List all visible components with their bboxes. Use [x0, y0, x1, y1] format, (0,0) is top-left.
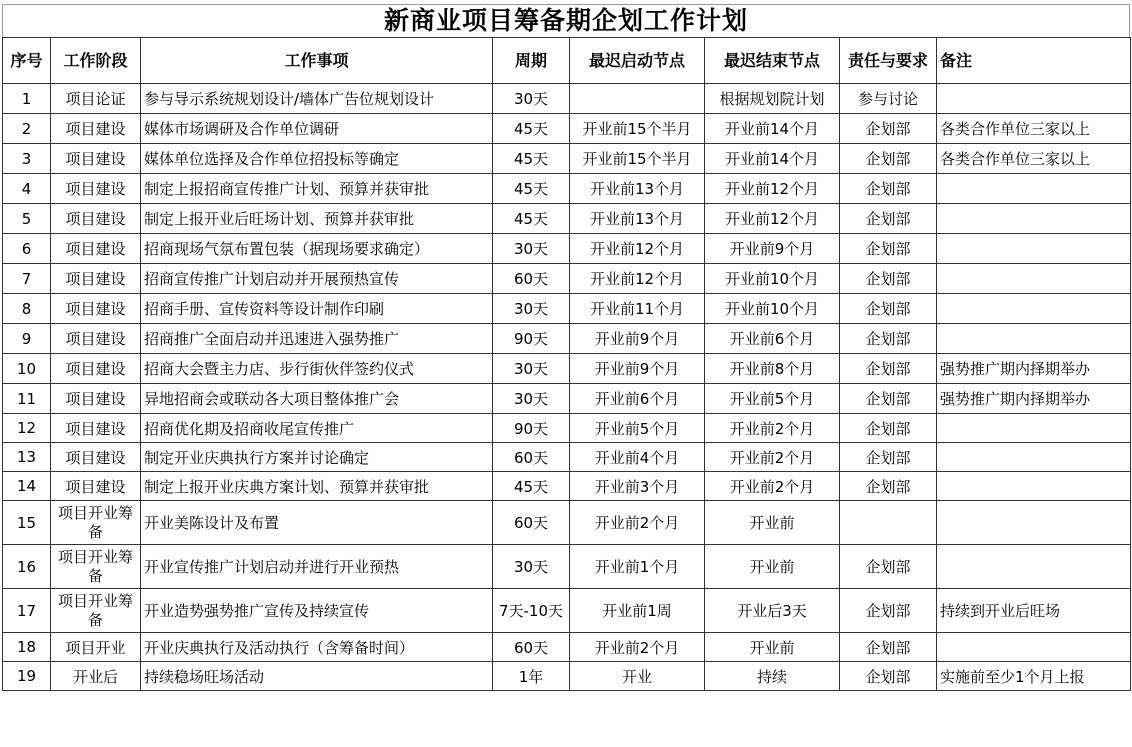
- cell-note[interactable]: 强势推广期内择期举办: [937, 384, 1131, 414]
- sheet-title: 新商业项目筹备期企划工作计划: [2, 4, 1130, 37]
- cell-task[interactable]: 招商宣传推广计划启动并开展预热宣传: [141, 264, 493, 294]
- cell-owner[interactable]: 企划部: [840, 204, 937, 234]
- cell-task[interactable]: 异地招商会或联动各大项目整体推广会: [141, 384, 493, 414]
- cell-task[interactable]: 媒体单位选择及合作单位招投标等确定: [141, 144, 493, 174]
- cell-owner[interactable]: 企划部: [840, 662, 937, 691]
- table-row[interactable]: [3, 633, 1131, 662]
- cell-end[interactable]: 开业前6个月: [705, 324, 840, 354]
- cell-task[interactable]: 参与导示系统规划设计/墙体广告位规划设计: [141, 84, 493, 114]
- cell-note[interactable]: [937, 264, 1131, 294]
- cell-end[interactable]: 持续: [705, 662, 840, 691]
- cell-note[interactable]: 强势推广期内择期举办: [937, 354, 1131, 384]
- cell-period[interactable]: 90天: [493, 324, 570, 354]
- cell-note[interactable]: 各类合作单位三家以上: [937, 114, 1131, 144]
- cell-no[interactable]: 5: [3, 204, 51, 234]
- cell-no[interactable]: 9: [3, 324, 51, 354]
- cell-task[interactable]: 开业庆典执行及活动执行（含筹备时间）: [141, 633, 493, 662]
- cell-stage[interactable]: 项目建设: [51, 414, 141, 443]
- cell-no[interactable]: 18: [3, 633, 51, 662]
- cell-stage[interactable]: 项目建设: [51, 294, 141, 324]
- cell-start[interactable]: 开业前2个月: [570, 501, 705, 545]
- cell-note[interactable]: 实施前至少1个月上报: [937, 662, 1131, 691]
- cell-task[interactable]: 招商优化期及招商收尾宣传推广: [141, 414, 493, 443]
- cell-end[interactable]: 开业前2个月: [705, 472, 840, 501]
- cell-task[interactable]: 招商推广全面启动并迅速进入强势推广: [141, 324, 493, 354]
- cell-start[interactable]: 开业前5个月: [570, 414, 705, 443]
- cell-no[interactable]: 14: [3, 472, 51, 501]
- cell-note[interactable]: [937, 234, 1131, 264]
- table-row[interactable]: [3, 114, 1131, 144]
- cell-stage[interactable]: 项目开业筹备: [51, 545, 141, 589]
- header-end[interactable]: 最迟结束节点: [705, 38, 840, 84]
- cell-no[interactable]: 13: [3, 443, 51, 472]
- cell-start[interactable]: 开业前13个月: [570, 174, 705, 204]
- table-row[interactable]: [3, 324, 1131, 354]
- cell-start[interactable]: 开业前6个月: [570, 384, 705, 414]
- cell-stage[interactable]: 项目建设: [51, 264, 141, 294]
- cell-end[interactable]: 开业前12个月: [705, 204, 840, 234]
- cell-start[interactable]: 开业前11个月: [570, 294, 705, 324]
- cell-task[interactable]: 媒体市场调研及合作单位调研: [141, 114, 493, 144]
- table-row[interactable]: [3, 472, 1131, 501]
- cell-no[interactable]: 17: [3, 589, 51, 633]
- cell-note[interactable]: [937, 443, 1131, 472]
- cell-task[interactable]: 开业宣传推广计划启动并进行开业预热: [141, 545, 493, 589]
- table-row[interactable]: [3, 174, 1131, 204]
- cell-end[interactable]: 开业前9个月: [705, 234, 840, 264]
- cell-end[interactable]: 开业前8个月: [705, 354, 840, 384]
- cell-no[interactable]: 12: [3, 414, 51, 443]
- cell-owner[interactable]: 参与讨论: [840, 84, 937, 114]
- table-body: [3, 84, 1131, 691]
- cell-start[interactable]: [570, 84, 705, 114]
- cell-owner[interactable]: 企划部: [840, 384, 937, 414]
- cell-note[interactable]: [937, 174, 1131, 204]
- cell-stage[interactable]: 项目论证: [51, 84, 141, 114]
- cell-owner[interactable]: 企划部: [840, 545, 937, 589]
- cell-stage[interactable]: 项目建设: [51, 384, 141, 414]
- cell-owner[interactable]: 企划部: [840, 414, 937, 443]
- cell-owner[interactable]: 企划部: [840, 354, 937, 384]
- cell-stage[interactable]: 项目建设: [51, 204, 141, 234]
- cell-no[interactable]: 11: [3, 384, 51, 414]
- cell-task[interactable]: 制定上报招商宣传推广计划、预算并获审批: [141, 174, 493, 204]
- cell-end[interactable]: 开业前10个月: [705, 264, 840, 294]
- cell-period[interactable]: 60天: [493, 633, 570, 662]
- cell-note[interactable]: 各类合作单位三家以上: [937, 144, 1131, 174]
- cell-owner[interactable]: 企划部: [840, 633, 937, 662]
- cell-start[interactable]: 开业前9个月: [570, 354, 705, 384]
- cell-end[interactable]: 开业前14个月: [705, 114, 840, 144]
- cell-period[interactable]: 45天: [493, 174, 570, 204]
- spreadsheet: [2, 4, 1130, 691]
- cell-note[interactable]: [937, 324, 1131, 354]
- cell-period[interactable]: 45天: [493, 204, 570, 234]
- cell-period[interactable]: 7天-10天: [493, 589, 570, 633]
- cell-stage[interactable]: 项目开业: [51, 633, 141, 662]
- table-row[interactable]: [3, 354, 1131, 384]
- cell-start[interactable]: 开业前4个月: [570, 443, 705, 472]
- cell-end[interactable]: 开业前2个月: [705, 443, 840, 472]
- cell-end[interactable]: 开业前5个月: [705, 384, 840, 414]
- cell-owner[interactable]: 企划部: [840, 324, 937, 354]
- cell-note[interactable]: [937, 633, 1131, 662]
- cell-start[interactable]: 开业前13个月: [570, 204, 705, 234]
- table-row[interactable]: [3, 662, 1131, 691]
- cell-no[interactable]: 10: [3, 354, 51, 384]
- header-period[interactable]: 周期: [493, 38, 570, 84]
- cell-stage[interactable]: 项目建设: [51, 234, 141, 264]
- cell-note[interactable]: [937, 501, 1131, 545]
- cell-owner[interactable]: 企划部: [840, 144, 937, 174]
- cell-task[interactable]: 招商大会暨主力店、步行街伙伴签约仪式: [141, 354, 493, 384]
- header-no[interactable]: 序号: [3, 38, 51, 84]
- cell-end[interactable]: 根据规划院计划: [705, 84, 840, 114]
- cell-no[interactable]: 15: [3, 501, 51, 545]
- cell-note[interactable]: [937, 545, 1131, 589]
- cell-note[interactable]: [937, 84, 1131, 114]
- cell-owner[interactable]: [840, 501, 937, 545]
- cell-end[interactable]: 开业前2个月: [705, 414, 840, 443]
- cell-start[interactable]: 开业前1周: [570, 589, 705, 633]
- cell-period[interactable]: 45天: [493, 114, 570, 144]
- cell-period[interactable]: 60天: [493, 443, 570, 472]
- cell-stage[interactable]: 项目建设: [51, 174, 141, 204]
- cell-period[interactable]: 90天: [493, 414, 570, 443]
- cell-no[interactable]: 6: [3, 234, 51, 264]
- cell-stage[interactable]: 项目建设: [51, 114, 141, 144]
- cell-period[interactable]: 1年: [493, 662, 570, 691]
- cell-stage[interactable]: 项目建设: [51, 324, 141, 354]
- cell-stage[interactable]: 项目开业筹备: [51, 589, 141, 633]
- cell-end[interactable]: 开业前: [705, 633, 840, 662]
- cell-task[interactable]: 开业美陈设计及布置: [141, 501, 493, 545]
- cell-period[interactable]: 30天: [493, 384, 570, 414]
- plan-table: [2, 37, 1131, 691]
- table-row[interactable]: [3, 264, 1131, 294]
- cell-start[interactable]: 开业前9个月: [570, 324, 705, 354]
- cell-start[interactable]: 开业前15个半月: [570, 114, 705, 144]
- cell-stage[interactable]: 项目建设: [51, 354, 141, 384]
- cell-start[interactable]: 开业: [570, 662, 705, 691]
- cell-note[interactable]: 持续到开业后旺场: [937, 589, 1131, 633]
- table-row[interactable]: [3, 589, 1131, 633]
- cell-period[interactable]: 45天: [493, 144, 570, 174]
- cell-end[interactable]: 开业前10个月: [705, 294, 840, 324]
- cell-task[interactable]: 持续稳场旺场活动: [141, 662, 493, 691]
- cell-no[interactable]: 16: [3, 545, 51, 589]
- cell-no[interactable]: 4: [3, 174, 51, 204]
- cell-end[interactable]: 开业前: [705, 501, 840, 545]
- cell-note[interactable]: [937, 472, 1131, 501]
- cell-stage[interactable]: 项目建设: [51, 472, 141, 501]
- cell-note[interactable]: [937, 204, 1131, 234]
- cell-owner[interactable]: 企划部: [840, 114, 937, 144]
- cell-start[interactable]: 开业前12个月: [570, 264, 705, 294]
- cell-end[interactable]: 开业前14个月: [705, 144, 840, 174]
- cell-period[interactable]: 45天: [493, 472, 570, 501]
- table-row[interactable]: [3, 234, 1131, 264]
- header-note[interactable]: 备注: [937, 38, 1131, 84]
- cell-end[interactable]: 开业前: [705, 545, 840, 589]
- cell-start[interactable]: 开业前2个月: [570, 633, 705, 662]
- cell-stage[interactable]: 项目建设: [51, 443, 141, 472]
- cell-owner[interactable]: 企划部: [840, 472, 937, 501]
- cell-period[interactable]: 30天: [493, 545, 570, 589]
- table-row[interactable]: [3, 443, 1131, 472]
- cell-task[interactable]: 招商现场气氛布置包装（据现场要求确定）: [141, 234, 493, 264]
- cell-no[interactable]: 19: [3, 662, 51, 691]
- table-row[interactable]: [3, 204, 1131, 234]
- cell-period[interactable]: 30天: [493, 354, 570, 384]
- cell-stage[interactable]: 项目建设: [51, 144, 141, 174]
- cell-start[interactable]: 开业前3个月: [570, 472, 705, 501]
- cell-task[interactable]: 制定开业庆典执行方案并讨论确定: [141, 443, 493, 472]
- cell-period[interactable]: 60天: [493, 264, 570, 294]
- cell-period[interactable]: 30天: [493, 84, 570, 114]
- table-row[interactable]: [3, 144, 1131, 174]
- cell-task[interactable]: 制定上报开业后旺场计划、预算并获审批: [141, 204, 493, 234]
- cell-period[interactable]: 30天: [493, 294, 570, 324]
- cell-end[interactable]: 开业后3天: [705, 589, 840, 633]
- cell-task[interactable]: 制定上报开业庆典方案计划、预算并获审批: [141, 472, 493, 501]
- table-row[interactable]: [3, 84, 1131, 114]
- cell-note[interactable]: [937, 414, 1131, 443]
- cell-stage[interactable]: 开业后: [51, 662, 141, 691]
- cell-owner[interactable]: 企划部: [840, 174, 937, 204]
- cell-owner[interactable]: 企划部: [840, 443, 937, 472]
- cell-stage[interactable]: 项目开业筹备: [51, 501, 141, 545]
- cell-task[interactable]: 招商手册、宣传资料等设计制作印刷: [141, 294, 493, 324]
- cell-start[interactable]: 开业前12个月: [570, 234, 705, 264]
- table-row[interactable]: [3, 384, 1131, 414]
- header-stage[interactable]: 工作阶段: [51, 38, 141, 84]
- cell-no[interactable]: 7: [3, 264, 51, 294]
- cell-owner[interactable]: 企划部: [840, 589, 937, 633]
- cell-owner[interactable]: 企划部: [840, 294, 937, 324]
- cell-start[interactable]: 开业前15个半月: [570, 144, 705, 174]
- table-row[interactable]: [3, 414, 1131, 443]
- cell-owner[interactable]: 企划部: [840, 264, 937, 294]
- table-row[interactable]: [3, 545, 1131, 589]
- header-start[interactable]: 最迟启动节点: [570, 38, 705, 84]
- cell-no[interactable]: 1: [3, 84, 51, 114]
- cell-task[interactable]: 开业造势强势推广宣传及持续宣传: [141, 589, 493, 633]
- cell-period[interactable]: 60天: [493, 501, 570, 545]
- table-row[interactable]: [3, 294, 1131, 324]
- cell-no[interactable]: 8: [3, 294, 51, 324]
- cell-start[interactable]: 开业前1个月: [570, 545, 705, 589]
- cell-note[interactable]: [937, 294, 1131, 324]
- header-owner[interactable]: 责任与要求: [840, 38, 937, 84]
- cell-no[interactable]: 3: [3, 144, 51, 174]
- cell-owner[interactable]: 企划部: [840, 234, 937, 264]
- cell-end[interactable]: 开业前12个月: [705, 174, 840, 204]
- table-row[interactable]: [3, 501, 1131, 545]
- cell-no[interactable]: 2: [3, 114, 51, 144]
- header-task[interactable]: 工作事项: [141, 38, 493, 84]
- cell-period[interactable]: 30天: [493, 234, 570, 264]
